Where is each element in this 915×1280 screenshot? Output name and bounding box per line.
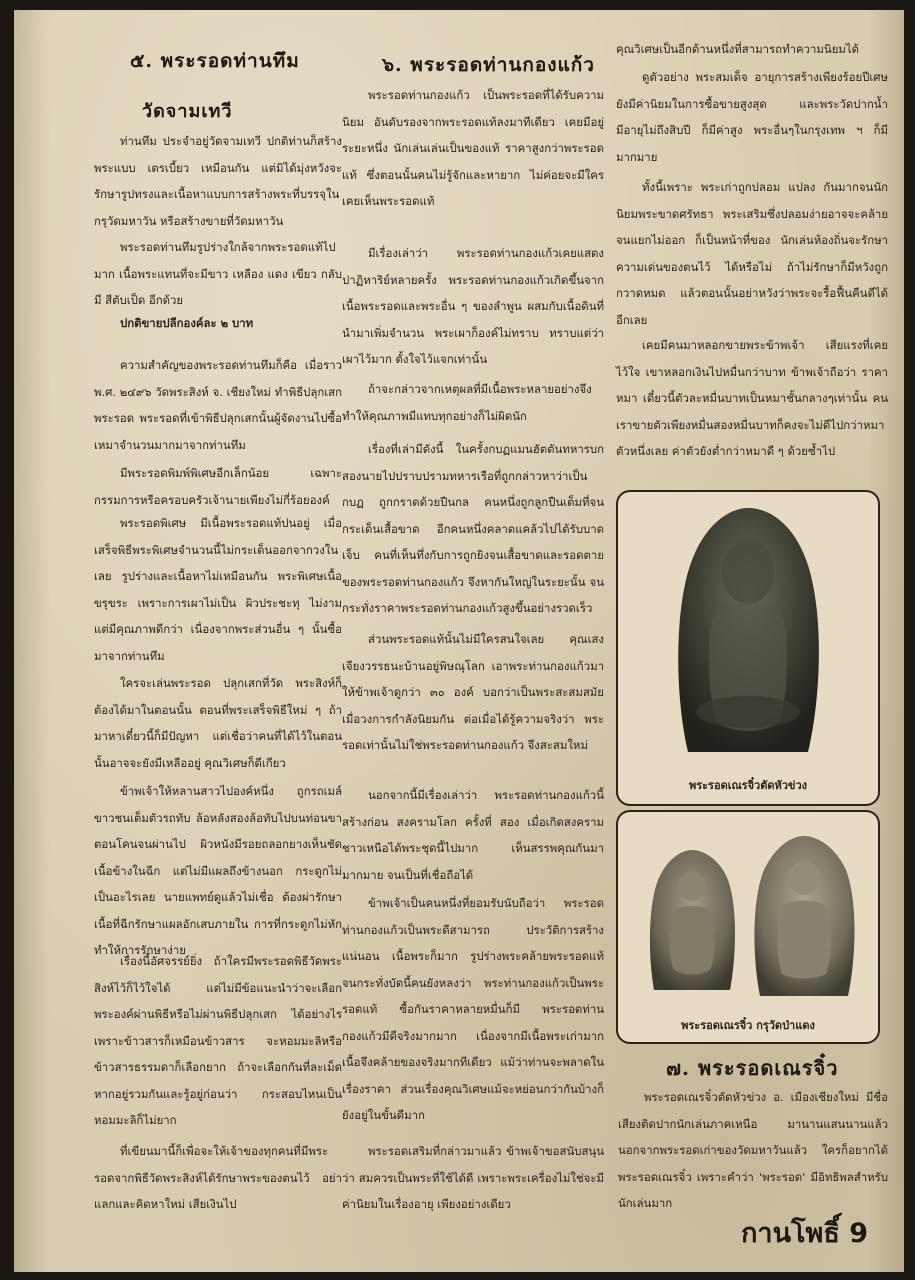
paragraph: ใครจะเล่นพระรอด ปลุกเสกที่วัด พระสิงห์ก็ต้องได้มาในตอนนั้น ตอนที่พระเสร็จพิธีใหม่ ๆ ถ้ามาหาเดี๋ยวนี้ก็มีปัญหา แต่เชื่อว่าคนที่ได้ไว้ในตอนนั้นอาจจะยังมีเหลืออยู่ คุณวิเศษก็ดีเกียว <box>94 676 342 770</box>
paragraph: เรื่องนี้อัศจรรย์ยิ่ง ถ้าใครมีพระรอดพิธีวัดพระสิงห์ไว้ก็ไว้ใจได้ แต่ไม่มีข้อแนะนำว่าจะเลือกพระองค์ผ่านพิธีหรือไม่ผ่านพิธีปลุกเสก ได้อย่างไร เพราะข้าวสารก็เหมือนข้าวสาร จะหอมมะลิหรือข้าวสารธรรมดาก็เลือกยาก ถ้าจะเลือกกันที่ละเม็ดหากอยู่รวมกันและรู้อยู่ก่อนว่า กระสอบไหนเป็นหอมมะลิก็ไม่ยาก <box>94 954 342 1127</box>
paragraph: ข้าพเจ้าให้หลานสาวไปองค์หนึ่ง ถูกรถเมล์ขาวชนเต็มตัวรถทับ ล้อหลังสองล้อทับไปบนท่อนขาตอนโคนจนผ่านไป ผิวหนังมีรอยถลอกยางเห็นชัดเนื้อข้างในฉีก แต่ไม่มีแผลถึงข้างนอก กระดูกไม่เป็นอะไรเลย นายแพทย์ดูแล้วไม่เชื่อ ต้องผ่ารักษาเนื้อที่ฉีกรักษาแผลอักเสบภายใน การที่กระดูกไม่หักทำให้การรักษาง่าย <box>94 784 342 957</box>
paragraph: ความสำคัญของพระรอดท่านทึมก็คือ เมื่อราว พ.ศ. ๒๔๙๖ วัดพระสิงห์ จ. เชียงใหม่ ทำพิธีปลุกเสกพระรอด พระรอดที่เข้าพิธีปลุกเสกนั้นผู้จัดงานไปซื้อเหมาจำนวนมากมาจากท่านทึม <box>94 358 342 452</box>
paragraph: คุณวิเศษเป็นอีกด้านหนึ่งที่สามารถทำความนิยมได้ <box>616 42 859 56</box>
section-7-heading: ๗. พระรอดเณรจิ๋ว <box>666 1056 839 1080</box>
amulet-photo-2b <box>750 832 858 1000</box>
paragraph: ส่วนพระรอดแท้นั้นไม่มีใครสนใจเลย คุณเสง เจียงวรรธนะบ้านอยู่พิษณุโลก เอาพระท่านกองแก้วมาให้ข้าพเจ้าดูกว่า ๓๐ องค์ บอกว่าเป็นพระสะสมสมัยเมื่อวงการกำลังนิยมกัน ต่อเมื่อได้รู้ความจริงว่า พระรอดเท่านั้นไม่ใช่พระรอดท่านกองแก้ว จึงสะสมใหม่ <box>342 632 604 752</box>
paragraph: ถ้าจะกล่าวจากเหตุผลที่มีเนื้อพระหลายอย่างจึงทำให้คุณภาพมีแทบทุกอย่างก็ไม่ผิดนัก <box>342 382 592 423</box>
amulet-photo-card-2 <box>616 810 880 1044</box>
section-5-heading: ๕. พระรอดท่านทึม <box>130 50 300 72</box>
paragraph: นอกจากนี้มีเรื่องเล่าว่า พระรอดท่านกองแก้วนี้ สร้างก่อน สงครามโลก ครั้งที่ สอง เมื่อเกิดสงครามชาวเหนือได้พระชุดนี้ไปมาก เห็นสรรพคุณกันมามากมาย จนเป็นที่เชื่อถือได้ <box>342 788 604 882</box>
paragraph: พระรอดท่านทึมรูปร่างใกล้จากพระรอดแท้ไปมาก เนื้อพระแทนที่จะมีขาว เหลือง แดง เขียว กลับมี สีตับเป็ด อีกด้วย <box>94 240 342 307</box>
paragraph: เรื่องที่เล่ามีดังนี้ ในครั้งกบฏแมนฮัตตันทหารบกสองนายไปปราบปรามทหารเรือที่ถูกกล่าวหาว่าเป็นกบฏ ถูกกราดด้วยปืนกล คนหนึ่งถูกลูกปืนเต็มที่จนกระเด็นเสื้อขาด อีกคนหนึ่งคลาดแคล้วไปได้รับบาดเจ็บ คนที่เห็นทึ่งกับการถูกยิงจนเสื้อขาดและรอดตายของพระรอดท่านกองแก้ว จึงหากันใหญ่ในระยะนั้น จนกระทั่งราคาพระรอดท่านกองแก้วสูงขึ้นอย่างรวดเร็ว <box>342 442 604 615</box>
paragraph: มีพระรอดพิมพ์พิเศษอีกเล็กน้อย เฉพาะกรรมการหรือครอบครัวเจ้านายเพียงไม่กี่ร้อยองค์ <box>94 466 342 507</box>
paragraph: พระรอดเณรจิ๋วตัดหัวข่วง อ. เมืองเชียงใหม่ มีชื่อเสียงติดปากนักเล่นภาคเหนือ มานานแสนนานแล้ว นอกจากพระรอดเก่าของวัดมหาวันแล้ว ใครก็อยากได้ พระรอดเณรจิ๋ว เพราะคำว่า 'พระรอด' มีอิทธิพลสำหรับนักเล่นมาก <box>618 1090 888 1210</box>
amulet-photo-1 <box>668 502 828 760</box>
paragraph: ทั้งนี้เพราะ พระเก่าถูกปลอม แปลง กันมากจนนักนิยมพระขาดศรัทธา พระเสริมซึ่งปลอมง่ายอาจจะคล้ายจนแยกไม่ออก ก็เป็นหน้าที่ของ นักเล่นห้องถิ่นจะรักษาความเด่นของตนไว้ ได้หรือไม่ ถ้าไม่รักษาก็มีหวังถูกกวาดหมด แล้วตอนนั้นอย่าหวังว่าพระจะรื้อฟื้นคืนดีได้อีกเลย <box>616 180 888 327</box>
magazine-page <box>14 10 904 1272</box>
page-footer-folio: กานโพธิ์ 9 <box>741 1218 868 1249</box>
paragraph: ท่านทึม ประจำอยู่วัดจามเทวี ปกติท่านก็สร้างพระแบบ เตรเบี้ยว เหมือนกัน แต่มิได้มุ่งหวังจะรักษารูปทรงและเนื้อหาแบบการสร้างพระที่บรรจุในกรุวัดมหาวัน หรือสร้างขายที่วัดมหาวัน <box>94 134 342 228</box>
section-6-heading: ๖. พระรอดท่านกองแก้ว <box>382 54 595 76</box>
paragraph: ข้าพเจ้าเป็นคนหนึ่งที่ยอมรับนับถือว่า พระรอดท่านกองแก้วเป็นพระดีสามารถ ประวัติการสร้างแน่นอน เนื้อพระก็มาก รูปร่างพระคล้ายพระรอดแท้ จนกระทั่งบัดนี้คนยังหลงว่า พระท่านกองแก้วเป็นพระรอดแท้ ซื้อกันราคาหลายหมื่นก็มี พระรอดท่านกองแก้วมีดีจริงมากมาก เนื่องจากมีเนื้อพระเก่ามาก เนื้อจึงคล้ายของจริงมากทีเดียว แม้ว่าท่านจะพลาดในเรื่องราคา ส่วนเรื่องคุณวิเศษแม้จะหย่อนกว่ากันบ้างก็ยังอยู่ในขั้นดีมาก <box>342 896 604 1122</box>
paragraph: พระรอดพิเศษ มีเนื้อพระรอดแท้ปนอยู่ เมื่อเสร็จพิธีพระพิเศษจำนวนนี้ไม่กระเด็นออกจากวงในเลย รูปร่างและเนื้อหาไม่เหมือนกัน พระพิเศษเนื้อขรุขระ เพราะการเผาไม่เป็น ผิวประชะทุ ไม่งาม แต่มีคุณภาพดีกว่า เนื่องจากพระส่วนอื่น ๆ นั้นซื้อมาจากท่านทึม <box>94 516 342 663</box>
amulet-photo-2a <box>646 846 738 994</box>
paragraph: พระรอดท่านกองแก้ว เป็นพระรอดที่ได้รับความนิยม อันดับรองจากพระรอดแท้ลงมาทีเดียว เคยมีอยู่ระยะหนึ่ง นักเล่นเล่นเป็นของแท้ ราคาสูงกว่าพระรอดแท้ ซึ่งตอนนั้นคนไม่รู้จักและหายาก ไม่ค่อยจะมีใครเคยเห็นพระรอดแท้ <box>342 88 604 208</box>
amulet-caption-2: พระรอดเณรจิ๋ว กรุวัดป่าแดง <box>681 1019 815 1032</box>
amulet-photo-card-1 <box>616 490 880 806</box>
paragraph: เคยมีคนมาหลอกขายพระข้าพเจ้า เสียแรงที่เคยไว้ใจ เขาหลอกเงินไปหมื่นกว่าบาท ข้าพเจ้าถือว่า ราคาหมา เดี๋ยวนี้ตัวละหมื่นบาทเป็นหมาชั้นกลางๆเท่านั้น คนเราขายตัวเพียงหมื่นสองหมื่นบาทก็คงจะไม่ดีไปกว่าหมาตัวหนึ่งเลย ค่าตัวยังต่ำกว่าหมาดี ๆ ด้วยซ้ำไป <box>616 338 888 458</box>
paragraph: ที่เขียนมานี้ก็เพื่อจะให้เจ้าของทุกคนที่มีพระรอดจากพิธีวัดพระสิงห์ได้รักษาพระของตนไว้ อย่าแลกและคิดหาใหม่ เสียเงินไป <box>94 1144 342 1211</box>
price-note: ปกติขายปลีกองค์ละ ๒ บาท <box>120 316 254 330</box>
amulet-caption-1: พระรอดเณรจิ๋วตัดหัวข่วง <box>688 779 807 792</box>
paragraph: มีเรื่องเล่าว่า พระรอดท่านกองแก้วเคยแสดงปาฏิหาริย์หลายครั้ง พระรอดท่านกองแก้วเกิดขึ้นจากเนื้อพระรอดและพระอื่น ๆ ของลำพูน ผสมกับเนื้อดินที่นำมาเพิ่มจำนวน พระเผาก็องค์ไม่ทราบ ทราบแต่ว่าเผาไว้มาก ตั้งใจไว้แจกเท่านั้น <box>342 246 604 366</box>
section-5-subheading: วัดจามเทวี <box>142 101 233 122</box>
paragraph: ดูตัวอย่าง พระสมเด็จ อายุการสร้างเพียงร้อยปีเศษ ยังมีค่านิยมในการซื้อขายสูงสุด และพระวัดปากน้ำ มีอายุไม่ถึงสิบปี ก็มีค่าสูง พระอื่นๆในกรุงเทพ ฯ ก็มีมากมาย <box>616 70 888 164</box>
paragraph: พระรอดเสริมที่กล่าวมาแล้ว ข้าพเจ้าขอสนับสนุนว่า สมควรเป็นพระที่ใช้ได้ดี เพราะพระเครื่องไม่ใช่จะมีค่านิยมในเรื่องอายุ เพียงอย่างเดียว <box>342 1144 604 1211</box>
